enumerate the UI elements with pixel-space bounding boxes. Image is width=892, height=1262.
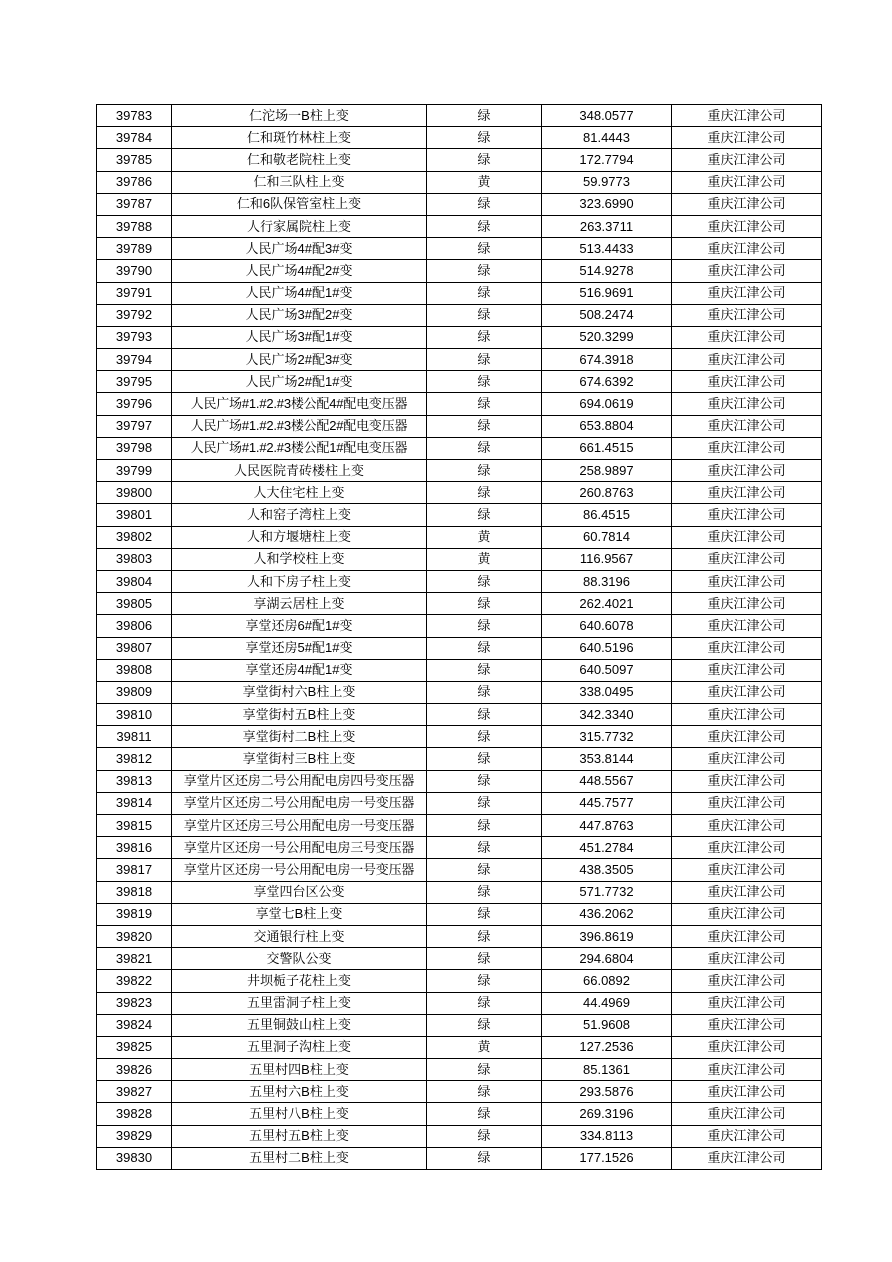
table-row — [97, 903, 822, 925]
table-cell-value: 269.3196 — [542, 1103, 672, 1125]
table-cell-color: 黄 — [427, 171, 542, 193]
table-cell-value: 323.6990 — [542, 193, 672, 215]
table-cell-id: 39824 — [97, 1014, 172, 1036]
table-row — [97, 992, 822, 1014]
table-row — [97, 925, 822, 947]
table-cell-color: 绿 — [427, 415, 542, 437]
table-cell-company: 重庆江津公司 — [672, 415, 822, 437]
table-cell-company: 重庆江津公司 — [672, 482, 822, 504]
table-cell-id: 39794 — [97, 349, 172, 371]
table-cell-company: 重庆江津公司 — [672, 815, 822, 837]
table-cell-color: 绿 — [427, 659, 542, 681]
table-cell-color: 绿 — [427, 460, 542, 482]
table-cell-id: 39829 — [97, 1125, 172, 1147]
table-cell-name: 五里雷洞子柱上变 — [172, 992, 427, 1014]
table-cell-company: 重庆江津公司 — [672, 193, 822, 215]
table-cell-company: 重庆江津公司 — [672, 615, 822, 637]
table-row — [97, 770, 822, 792]
table-cell-company: 重庆江津公司 — [672, 948, 822, 970]
table-cell-name: 五里洞子沟柱上变 — [172, 1036, 427, 1058]
table-cell-color: 黄 — [427, 1036, 542, 1058]
table-cell-id: 39821 — [97, 948, 172, 970]
table-cell-color: 绿 — [427, 149, 542, 171]
table-cell-id: 39790 — [97, 260, 172, 282]
table-cell-id: 39796 — [97, 393, 172, 415]
table-row — [97, 371, 822, 393]
table-row — [97, 393, 822, 415]
table-cell-company: 重庆江津公司 — [672, 992, 822, 1014]
table-row — [97, 193, 822, 215]
table-cell-company: 重庆江津公司 — [672, 770, 822, 792]
table-cell-company: 重庆江津公司 — [672, 859, 822, 881]
table-row — [97, 304, 822, 326]
table-cell-name: 享堂街村三B柱上变 — [172, 748, 427, 770]
table-cell-color: 绿 — [427, 570, 542, 592]
table-body — [97, 105, 822, 1170]
table-cell-company: 重庆江津公司 — [672, 238, 822, 260]
table-cell-name: 享湖云居柱上变 — [172, 593, 427, 615]
table-cell-id: 39798 — [97, 437, 172, 459]
table-cell-id: 39814 — [97, 792, 172, 814]
table-cell-id: 39788 — [97, 215, 172, 237]
table-cell-name: 交警队公变 — [172, 948, 427, 970]
table-cell-color: 绿 — [427, 748, 542, 770]
table-cell-value: 293.5876 — [542, 1081, 672, 1103]
table-cell-id: 39815 — [97, 815, 172, 837]
table-cell-name: 人和窑子湾柱上变 — [172, 504, 427, 526]
table-cell-color: 绿 — [427, 304, 542, 326]
table-cell-id: 39797 — [97, 415, 172, 437]
table-cell-id: 39787 — [97, 193, 172, 215]
table-cell-value: 88.3196 — [542, 570, 672, 592]
table-cell-name: 享堂四台区公变 — [172, 881, 427, 903]
table-row — [97, 659, 822, 681]
table-row — [97, 970, 822, 992]
table-row — [97, 859, 822, 881]
table-row — [97, 815, 822, 837]
table-cell-name: 五里村六B柱上变 — [172, 1081, 427, 1103]
table-cell-color: 绿 — [427, 837, 542, 859]
table-cell-color: 绿 — [427, 903, 542, 925]
table-cell-company: 重庆江津公司 — [672, 349, 822, 371]
table-cell-name: 享堂片区还房一号公用配电房一号变压器 — [172, 859, 427, 881]
table-cell-name: 人民广场#1.#2.#3楼公配4#配电变压器 — [172, 393, 427, 415]
table-cell-value: 81.4443 — [542, 127, 672, 149]
table-cell-color: 绿 — [427, 193, 542, 215]
table-cell-company: 重庆江津公司 — [672, 504, 822, 526]
table-cell-color: 绿 — [427, 815, 542, 837]
table-cell-id: 39783 — [97, 105, 172, 127]
table-cell-value: 438.3505 — [542, 859, 672, 881]
table-cell-id: 39793 — [97, 326, 172, 348]
table-cell-color: 绿 — [427, 881, 542, 903]
table-cell-color: 绿 — [427, 260, 542, 282]
table-cell-color: 绿 — [427, 482, 542, 504]
table-cell-id: 39813 — [97, 770, 172, 792]
table-cell-value: 116.9567 — [542, 548, 672, 570]
table-cell-id: 39810 — [97, 704, 172, 726]
table-cell-id: 39830 — [97, 1147, 172, 1169]
table-cell-company: 重庆江津公司 — [672, 748, 822, 770]
table-cell-name: 人行家属院柱上变 — [172, 215, 427, 237]
table-cell-color: 绿 — [427, 282, 542, 304]
table-cell-company: 重庆江津公司 — [672, 659, 822, 681]
table-cell-id: 39812 — [97, 748, 172, 770]
table-cell-id: 39828 — [97, 1103, 172, 1125]
table-row — [97, 548, 822, 570]
table-cell-value: 66.0892 — [542, 970, 672, 992]
table-cell-name: 五里村二B柱上变 — [172, 1147, 427, 1169]
table-cell-company: 重庆江津公司 — [672, 282, 822, 304]
table-cell-color: 绿 — [427, 1081, 542, 1103]
table-cell-id: 39816 — [97, 837, 172, 859]
table-cell-id: 39811 — [97, 726, 172, 748]
table-cell-color: 绿 — [427, 1014, 542, 1036]
table-row — [97, 105, 822, 127]
table-cell-value: 348.0577 — [542, 105, 672, 127]
table-cell-name: 人民广场3#配2#变 — [172, 304, 427, 326]
table-row — [97, 1036, 822, 1058]
table-row — [97, 948, 822, 970]
table-cell-name: 人民广场4#配3#变 — [172, 238, 427, 260]
table-cell-id: 39827 — [97, 1081, 172, 1103]
table-cell-name: 享堂片区还房二号公用配电房一号变压器 — [172, 792, 427, 814]
table-cell-value: 86.4515 — [542, 504, 672, 526]
table-cell-company: 重庆江津公司 — [672, 570, 822, 592]
table-cell-value: 640.5097 — [542, 659, 672, 681]
table-cell-company: 重庆江津公司 — [672, 260, 822, 282]
table-cell-company: 重庆江津公司 — [672, 1014, 822, 1036]
table-cell-company: 重庆江津公司 — [672, 792, 822, 814]
table-row — [97, 282, 822, 304]
table-row — [97, 437, 822, 459]
table-cell-value: 448.5567 — [542, 770, 672, 792]
table-cell-color: 绿 — [427, 238, 542, 260]
table-cell-color: 绿 — [427, 326, 542, 348]
table-cell-company: 重庆江津公司 — [672, 970, 822, 992]
table-cell-value: 60.7814 — [542, 526, 672, 548]
table-cell-id: 39818 — [97, 881, 172, 903]
table-cell-color: 绿 — [427, 970, 542, 992]
table-cell-company: 重庆江津公司 — [672, 726, 822, 748]
table-row — [97, 171, 822, 193]
table-cell-value: 396.8619 — [542, 925, 672, 947]
table-cell-value: 44.4969 — [542, 992, 672, 1014]
table-cell-name: 人民广场#1.#2.#3楼公配2#配电变压器 — [172, 415, 427, 437]
table-cell-company: 重庆江津公司 — [672, 1147, 822, 1169]
table-cell-company: 重庆江津公司 — [672, 881, 822, 903]
table-cell-color: 绿 — [427, 1103, 542, 1125]
table-cell-id: 39808 — [97, 659, 172, 681]
table-cell-company: 重庆江津公司 — [672, 837, 822, 859]
table-row — [97, 238, 822, 260]
table-cell-color: 绿 — [427, 371, 542, 393]
table-cell-company: 重庆江津公司 — [672, 925, 822, 947]
table-cell-value: 85.1361 — [542, 1059, 672, 1081]
table-cell-name: 人大住宅柱上变 — [172, 482, 427, 504]
table-cell-color: 绿 — [427, 704, 542, 726]
table-row — [97, 593, 822, 615]
table-cell-name: 仁和6队保管室柱上变 — [172, 193, 427, 215]
table-cell-value: 334.8113 — [542, 1125, 672, 1147]
table-cell-id: 39799 — [97, 460, 172, 482]
table-row — [97, 326, 822, 348]
table-cell-id: 39784 — [97, 127, 172, 149]
table-cell-value: 640.6078 — [542, 615, 672, 637]
table-cell-name: 交通银行柱上变 — [172, 925, 427, 947]
table-cell-value: 127.2536 — [542, 1036, 672, 1058]
table-cell-value: 451.2784 — [542, 837, 672, 859]
table-cell-company: 重庆江津公司 — [672, 1081, 822, 1103]
table-row — [97, 726, 822, 748]
table-row — [97, 1081, 822, 1103]
transformer-table — [96, 104, 822, 1170]
table-cell-color: 绿 — [427, 504, 542, 526]
table-cell-name: 仁和三队柱上变 — [172, 171, 427, 193]
table-cell-color: 绿 — [427, 105, 542, 127]
table-cell-id: 39826 — [97, 1059, 172, 1081]
table-cell-company: 重庆江津公司 — [672, 460, 822, 482]
table-cell-value: 674.3918 — [542, 349, 672, 371]
table-cell-name: 五里铜鼓山柱上变 — [172, 1014, 427, 1036]
table-cell-value: 59.9773 — [542, 171, 672, 193]
table-row — [97, 704, 822, 726]
table-cell-id: 39822 — [97, 970, 172, 992]
table-cell-company: 重庆江津公司 — [672, 171, 822, 193]
table-row — [97, 1014, 822, 1036]
table-cell-value: 508.2474 — [542, 304, 672, 326]
table-cell-value: 640.5196 — [542, 637, 672, 659]
table-row — [97, 260, 822, 282]
table-cell-value: 294.6804 — [542, 948, 672, 970]
table-cell-color: 绿 — [427, 437, 542, 459]
table-cell-color: 绿 — [427, 1059, 542, 1081]
table-row — [97, 837, 822, 859]
table-cell-name: 享堂七B柱上变 — [172, 903, 427, 925]
table-cell-value: 258.9897 — [542, 460, 672, 482]
table-cell-value: 260.8763 — [542, 482, 672, 504]
table-row — [97, 792, 822, 814]
table-cell-color: 绿 — [427, 792, 542, 814]
table-cell-id: 39800 — [97, 482, 172, 504]
table-row — [97, 1103, 822, 1125]
table-cell-color: 绿 — [427, 349, 542, 371]
table-cell-id: 39817 — [97, 859, 172, 881]
table-cell-company: 重庆江津公司 — [672, 637, 822, 659]
table-cell-value: 694.0619 — [542, 393, 672, 415]
table-cell-value: 262.4021 — [542, 593, 672, 615]
table-cell-name: 仁沱场一B柱上变 — [172, 105, 427, 127]
table-cell-value: 436.2062 — [542, 903, 672, 925]
table-cell-name: 人民医院青砖楼柱上变 — [172, 460, 427, 482]
table-cell-company: 重庆江津公司 — [672, 326, 822, 348]
table-cell-color: 绿 — [427, 637, 542, 659]
table-cell-company: 重庆江津公司 — [672, 1125, 822, 1147]
table-row — [97, 460, 822, 482]
table-cell-company: 重庆江津公司 — [672, 215, 822, 237]
table-cell-id: 39802 — [97, 526, 172, 548]
table-cell-id: 39801 — [97, 504, 172, 526]
table-cell-value: 315.7732 — [542, 726, 672, 748]
table-cell-name: 井坝栀子花柱上变 — [172, 970, 427, 992]
table-cell-name: 人民广场3#配1#变 — [172, 326, 427, 348]
table-row — [97, 615, 822, 637]
table-cell-value: 513.4433 — [542, 238, 672, 260]
table-cell-company: 重庆江津公司 — [672, 371, 822, 393]
table-cell-color: 绿 — [427, 393, 542, 415]
table-cell-id: 39805 — [97, 593, 172, 615]
table-cell-id: 39786 — [97, 171, 172, 193]
table-cell-name: 享堂还房4#配1#变 — [172, 659, 427, 681]
table-cell-color: 绿 — [427, 1147, 542, 1169]
table-cell-name: 享堂片区还房三号公用配电房一号变压器 — [172, 815, 427, 837]
table-cell-color: 黄 — [427, 548, 542, 570]
table-cell-name: 人和下房子柱上变 — [172, 570, 427, 592]
table-cell-color: 绿 — [427, 593, 542, 615]
table-cell-name: 仁和斑竹林柱上变 — [172, 127, 427, 149]
table-cell-id: 39806 — [97, 615, 172, 637]
table-cell-name: 享堂片区还房二号公用配电房四号变压器 — [172, 770, 427, 792]
table-cell-company: 重庆江津公司 — [672, 593, 822, 615]
table-cell-name: 仁和敬老院柱上变 — [172, 149, 427, 171]
table-cell-id: 39792 — [97, 304, 172, 326]
table-row — [97, 482, 822, 504]
table-cell-company: 重庆江津公司 — [672, 903, 822, 925]
table-cell-color: 绿 — [427, 1125, 542, 1147]
table-cell-id: 39785 — [97, 149, 172, 171]
table-cell-id: 39807 — [97, 637, 172, 659]
table-cell-name: 人民广场4#配2#变 — [172, 260, 427, 282]
table-cell-name: 五里村五B柱上变 — [172, 1125, 427, 1147]
table-cell-name: 享堂还房5#配1#变 — [172, 637, 427, 659]
table-row — [97, 526, 822, 548]
table-cell-company: 重庆江津公司 — [672, 1103, 822, 1125]
table-cell-value: 177.1526 — [542, 1147, 672, 1169]
table-cell-value: 674.6392 — [542, 371, 672, 393]
table-row — [97, 881, 822, 903]
table-cell-color: 绿 — [427, 681, 542, 703]
table-row — [97, 504, 822, 526]
table-cell-color: 绿 — [427, 925, 542, 947]
table-cell-company: 重庆江津公司 — [672, 393, 822, 415]
table-row — [97, 570, 822, 592]
table-cell-company: 重庆江津公司 — [672, 304, 822, 326]
table-cell-value: 661.4515 — [542, 437, 672, 459]
table-cell-value: 51.9608 — [542, 1014, 672, 1036]
table-cell-value: 353.8144 — [542, 748, 672, 770]
table-cell-name: 人民广场2#配3#变 — [172, 349, 427, 371]
table-cell-company: 重庆江津公司 — [672, 1059, 822, 1081]
table-cell-company: 重庆江津公司 — [672, 149, 822, 171]
table-cell-value: 338.0495 — [542, 681, 672, 703]
table-cell-value: 447.8763 — [542, 815, 672, 837]
table-cell-value: 653.8804 — [542, 415, 672, 437]
table-row — [97, 415, 822, 437]
table-cell-id: 39809 — [97, 681, 172, 703]
table-cell-value: 520.3299 — [542, 326, 672, 348]
table-row — [97, 1059, 822, 1081]
table-cell-color: 绿 — [427, 615, 542, 637]
table-row — [97, 149, 822, 171]
table-cell-color: 绿 — [427, 770, 542, 792]
table-cell-name: 五里村八B柱上变 — [172, 1103, 427, 1125]
table-cell-name: 享堂片区还房一号公用配电房三号变压器 — [172, 837, 427, 859]
table-cell-company: 重庆江津公司 — [672, 105, 822, 127]
table-cell-name: 五里村四B柱上变 — [172, 1059, 427, 1081]
table-cell-company: 重庆江津公司 — [672, 127, 822, 149]
table-row — [97, 349, 822, 371]
table-row — [97, 637, 822, 659]
table-cell-value: 342.3340 — [542, 704, 672, 726]
table-cell-color: 绿 — [427, 127, 542, 149]
table-cell-name: 人民广场2#配1#变 — [172, 371, 427, 393]
table-cell-value: 263.3711 — [542, 215, 672, 237]
table-cell-value: 172.7794 — [542, 149, 672, 171]
table-cell-color: 绿 — [427, 215, 542, 237]
table-cell-name: 人和方堰塘柱上变 — [172, 526, 427, 548]
table-cell-value: 516.9691 — [542, 282, 672, 304]
table-cell-id: 39819 — [97, 903, 172, 925]
table-cell-id: 39789 — [97, 238, 172, 260]
table-row — [97, 127, 822, 149]
table-cell-name: 享堂还房6#配1#变 — [172, 615, 427, 637]
table-cell-color: 绿 — [427, 948, 542, 970]
table-cell-company: 重庆江津公司 — [672, 548, 822, 570]
table-cell-color: 绿 — [427, 992, 542, 1014]
table-cell-value: 514.9278 — [542, 260, 672, 282]
table-cell-color: 绿 — [427, 859, 542, 881]
table-cell-name: 人民广场4#配1#变 — [172, 282, 427, 304]
table-cell-id: 39804 — [97, 570, 172, 592]
table-cell-id: 39825 — [97, 1036, 172, 1058]
table-cell-name: 人民广场#1.#2.#3楼公配1#配电变压器 — [172, 437, 427, 459]
table-cell-company: 重庆江津公司 — [672, 704, 822, 726]
table-cell-name: 享堂街村二B柱上变 — [172, 726, 427, 748]
table-cell-color: 黄 — [427, 526, 542, 548]
table-cell-id: 39823 — [97, 992, 172, 1014]
table-cell-id: 39791 — [97, 282, 172, 304]
table-cell-name: 享堂街村五B柱上变 — [172, 704, 427, 726]
table-cell-company: 重庆江津公司 — [672, 1036, 822, 1058]
table-row — [97, 748, 822, 770]
table-cell-name: 人和学校柱上变 — [172, 548, 427, 570]
table-row — [97, 681, 822, 703]
table-cell-color: 绿 — [427, 726, 542, 748]
table-cell-name: 享堂街村六B柱上变 — [172, 681, 427, 703]
table-row — [97, 1147, 822, 1169]
table-cell-id: 39795 — [97, 371, 172, 393]
table-row — [97, 215, 822, 237]
table-cell-value: 445.7577 — [542, 792, 672, 814]
table-cell-company: 重庆江津公司 — [672, 681, 822, 703]
table-cell-company: 重庆江津公司 — [672, 437, 822, 459]
table-row — [97, 1125, 822, 1147]
table-cell-value: 571.7732 — [542, 881, 672, 903]
table-cell-id: 39820 — [97, 925, 172, 947]
table-cell-company: 重庆江津公司 — [672, 526, 822, 548]
table-cell-id: 39803 — [97, 548, 172, 570]
